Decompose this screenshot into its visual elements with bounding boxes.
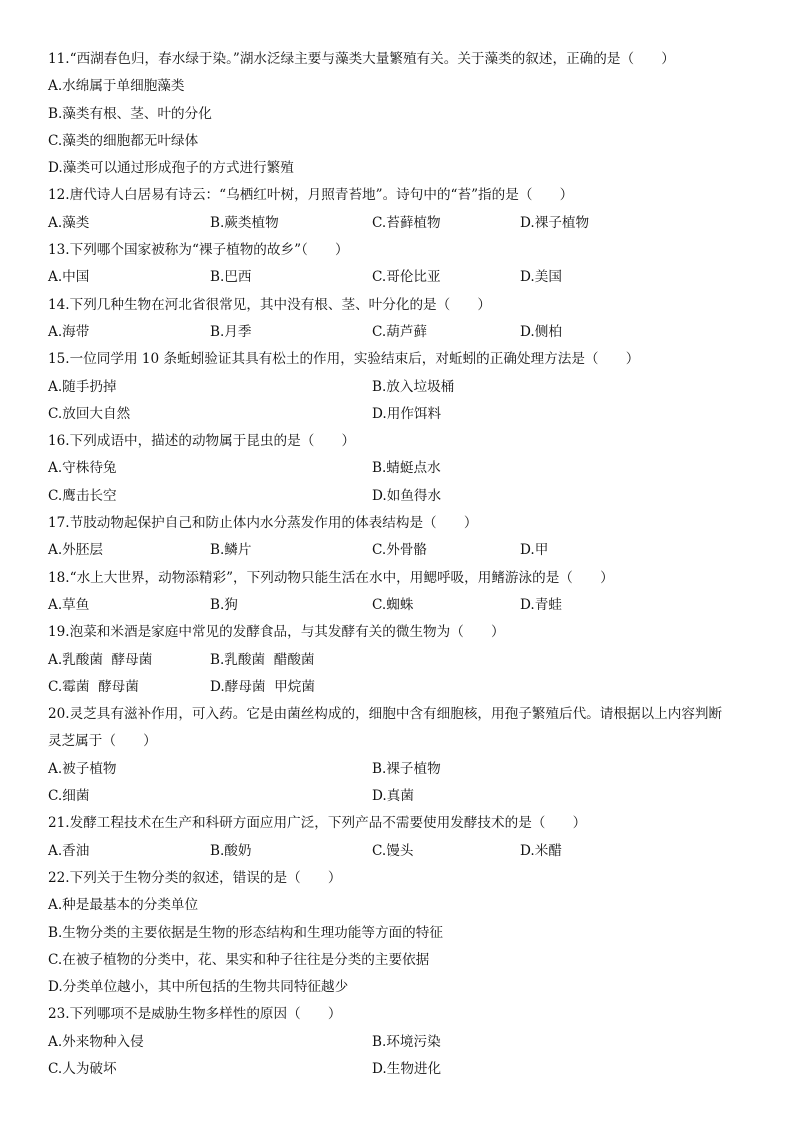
option-b: B.放入垃圾桶 <box>372 378 455 395</box>
option-a: A.中国 <box>48 269 90 286</box>
option-d: D.米醋 <box>520 842 562 859</box>
question-stem: 11.“西湖春色归，春水绿于染。”湖水泛绿主要与藻类大量繁殖有关。关于藻类的叙述，正确的是（ ） <box>48 51 675 67</box>
question-18 <box>48 565 758 620</box>
option-b: B.藻类有根、茎、叶的分化 <box>48 105 212 122</box>
question-13 <box>48 237 758 292</box>
option-a: A.香油 <box>48 842 90 859</box>
question-stem: 16.下列成语中，描述的动物属于昆虫的是（ ） <box>48 433 356 450</box>
option-b: B.生物分类的主要依据是生物的形态结构和生理功能等方面的特征 <box>48 924 443 941</box>
option-d: D.生物进化 <box>372 1060 442 1077</box>
option-c: C.藻类的细胞都无叶绿体 <box>48 132 199 149</box>
options-row <box>48 401 758 428</box>
option-d: D.藻类可以通过形成孢子的方式进行繁殖 <box>48 160 294 177</box>
question-stem: 17.节肢动物起保护自己和防止体内水分蒸发作用的体表结构是（ ） <box>48 515 478 532</box>
option-d: D.侧柏 <box>520 323 562 340</box>
question-23 <box>48 1001 758 1083</box>
option-d: D.美国 <box>520 269 562 286</box>
question-stem: 23.下列哪项不是威胁生物多样性的原因（ ） <box>48 1006 342 1023</box>
options-row <box>48 783 758 810</box>
question-17 <box>48 510 758 565</box>
options-row <box>48 264 758 291</box>
exam-page <box>48 46 758 1083</box>
option-d: D.真菌 <box>372 788 414 805</box>
question-16 <box>48 428 758 510</box>
question-stem: 19.泡菜和米酒是家庭中常见的发酵食品，与其发酵有关的微生物为（ ） <box>48 624 505 641</box>
option-b: B.裸子植物 <box>372 760 441 777</box>
option-c: C.蜘蛛 <box>372 596 414 613</box>
option-c: C.馒头 <box>372 842 414 859</box>
options-row <box>48 756 758 783</box>
option-a: A.乳酸菌 酵母菌 <box>48 651 153 668</box>
option-a: A.守株待兔 <box>48 460 117 477</box>
option-c: C.苔藓植物 <box>372 214 441 231</box>
option-a: A.种是最基本的分类单位 <box>48 897 199 914</box>
option-a: A.海带 <box>48 323 90 340</box>
option-c: C.哥伦比亚 <box>372 269 441 286</box>
options-row <box>48 592 758 619</box>
option-b: B.巴西 <box>210 269 252 286</box>
question-22 <box>48 865 758 1001</box>
option-d: D.如鱼得水 <box>372 487 442 504</box>
option-a: A.外来物种入侵 <box>48 1033 144 1050</box>
question-stem: 14.下列几种生物在河北省很常见，其中没有根、茎、叶分化的是（ ） <box>48 296 492 313</box>
question-19 <box>48 619 758 701</box>
option-a: A.草鱼 <box>48 596 90 613</box>
option-c: C.鹰击长空 <box>48 487 117 504</box>
options-row <box>48 319 758 346</box>
option-d: D.甲 <box>520 542 549 559</box>
question-stem: 18.“水上大世界，动物添精彩”，下列动物只能生活在水中，用鳃呼吸，用鳍游泳的是（ ） <box>48 569 614 586</box>
option-b: B.乳酸菌 醋酸菌 <box>210 651 315 668</box>
option-b: B.月季 <box>210 323 252 340</box>
question-21 <box>48 810 758 865</box>
options-row <box>48 1029 758 1056</box>
question-stem: 22.下列关于生物分类的叙述，错误的是（ ） <box>48 869 342 886</box>
option-c: C.人为破坏 <box>48 1060 117 1077</box>
option-b: B.酸奶 <box>210 842 252 859</box>
option-c: C.细菌 <box>48 788 90 805</box>
options-row <box>48 838 758 865</box>
question-20 <box>48 701 758 810</box>
question-stem: 12.唐代诗人白居易有诗云：“乌栖红叶树，月照青苔地”。诗句中的“苔”指的是（ ） <box>48 187 574 204</box>
question-stem: 21.发酵工程技术在生产和科研方面应用广泛，下列产品不需要使用发酵技术的是（ ） <box>48 815 587 832</box>
options-row <box>48 374 758 401</box>
option-a: A.随手扔掉 <box>48 378 117 395</box>
option-d: D.青蛙 <box>520 596 562 613</box>
option-a: A.外胚层 <box>48 542 103 559</box>
option-a: A.水绵属于单细胞藻类 <box>48 78 185 95</box>
option-c: C.外骨骼 <box>372 542 428 559</box>
option-b: B.环境污染 <box>372 1033 441 1050</box>
question-stem: 15.一位同学用 10 条蚯蚓验证其具有松土的作用，实验结束后，对蚯蚓的正确处理方法是（ ） <box>48 351 640 368</box>
option-a: A.藻类 <box>48 214 90 231</box>
options-row <box>48 483 758 510</box>
option-b: B.蜻蜓点水 <box>372 460 441 477</box>
question-14 <box>48 292 758 347</box>
option-b: B.蕨类植物 <box>210 214 279 231</box>
options-row <box>48 647 758 674</box>
option-b: B.鳞片 <box>210 542 252 559</box>
option-d: D.分类单位越小，其中所包括的生物共同特征越少 <box>48 979 349 996</box>
options-row <box>48 1056 758 1083</box>
question-11 <box>48 46 758 182</box>
option-a: A.被子植物 <box>48 760 117 777</box>
question-stem: 20.灵芝具有滋补作用，可入药。它是由菌丝构成的，细胞中含有细胞核，用孢子繁殖后代。请根据以上内容判断 <box>48 706 723 723</box>
option-d: D.用作饵料 <box>372 405 442 422</box>
option-d: D.酵母菌 甲烷菌 <box>210 678 315 695</box>
question-stem: 13.下列哪个国家被称为“裸子植物的故乡”（ ） <box>48 242 349 259</box>
question-15 <box>48 346 758 428</box>
options-row <box>48 674 758 701</box>
options-row <box>48 537 758 564</box>
question-12 <box>48 182 758 237</box>
option-c: C.放回大自然 <box>48 405 131 422</box>
option-c: C.在被子植物的分类中，花、果实和种子往往是分类的主要依据 <box>48 951 430 968</box>
option-d: D.裸子植物 <box>520 214 590 231</box>
option-b: B.狗 <box>210 596 238 613</box>
question-stem-continued: 灵芝属于（ ） <box>48 733 157 750</box>
options-row <box>48 455 758 482</box>
option-c: C.葫芦藓 <box>372 323 428 340</box>
option-c: C.霉菌 酵母菌 <box>48 678 139 695</box>
options-row <box>48 210 758 237</box>
